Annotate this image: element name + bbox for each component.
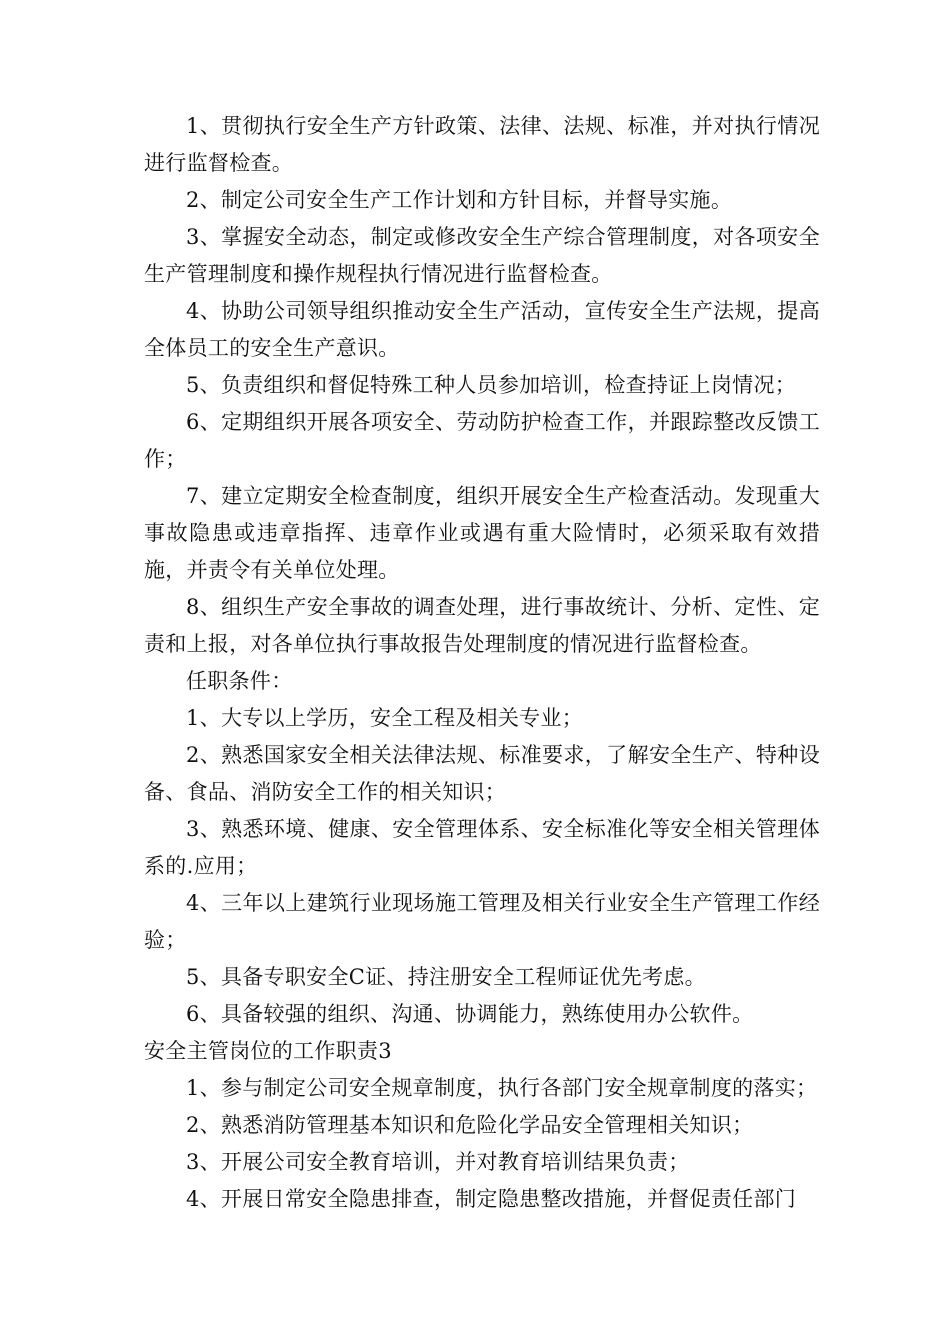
- paragraph-qualification-1: 1、大专以上学历，安全工程及相关专业；: [186, 706, 584, 730]
- paragraph-duty-5: 5、负责组织和督促特殊工种人员参加培训，检查持证上岗情况；: [186, 373, 797, 397]
- section-heading: 安全主管岗位的工作职责3: [144, 1039, 392, 1063]
- paragraph-section3-2: 2、熟悉消防管理基本知识和危险化学品安全管理相关知识；: [186, 1113, 754, 1137]
- paragraph-duty-8: 8、组织生产安全事故的调查处理，进行事故统计、分析、定性、定责和上报，对各单位执行事故报告处理制度的情况进行监督检查。: [144, 595, 820, 656]
- paragraph-qualification-2: 2、熟悉国家安全相关法律法规、标准要求，了解安全生产、特种设备、食品、消防安全工作的相关知识；: [144, 743, 820, 804]
- paragraph-section3-1: 1、参与制定公司安全规章制度，执行各部门安全规章制度的落实；: [186, 1076, 818, 1100]
- paragraph-duty-1: 1、贯彻执行安全生产方针政策、法律、法规、标准，并对执行情况进行监督检查。: [144, 114, 820, 175]
- paragraph-duty-2: 2、制定公司安全生产工作计划和方针目标，并督导实施。: [186, 188, 733, 212]
- qualifications-heading: 任职条件：: [186, 669, 293, 693]
- paragraph-duty-4: 4、协助公司领导组织推动安全生产活动，宣传安全生产法规，提高全体员工的安全生产意识。: [144, 299, 820, 360]
- paragraph-qualification-4: 4、三年以上建筑行业现场施工管理及相关行业安全生产管理工作经验；: [144, 891, 820, 952]
- document-body: [144, 108, 820, 1218]
- paragraph-duty-6: 6、定期组织开展各项安全、劳动防护检查工作，并跟踪整改反馈工作；: [144, 410, 820, 471]
- paragraph-duty-7: 7、建立定期安全检查制度，组织开展安全生产检查活动。发现重大事故隐患或违章指挥、违章作业或遇有重大险情时，必须采取有效措施，并责令有关单位处理。: [144, 484, 820, 582]
- paragraph-section3-4: 4、开展日常安全隐患排查，制定隐患整改措施，并督促责任部门: [186, 1187, 797, 1211]
- paragraph-duty-3: 3、掌握安全动态，制定或修改安全生产综合管理制度，对各项安全生产管理制度和操作规程执行情况进行监督检查。: [144, 225, 820, 286]
- paragraph-qualification-3: 3、熟悉环境、健康、安全管理体系、安全标准化等安全相关管理体系的.应用；: [144, 817, 820, 878]
- paragraph-section3-3: 3、开展公司安全教育培训，并对教育培训结果负责；: [186, 1150, 690, 1174]
- paragraph-qualification-5: 5、具备专职安全C证、持注册安全工程师证优先考虑。: [186, 965, 706, 989]
- paragraph-qualification-6: 6、具备较强的组织、沟通、协调能力，熟练使用办公软件。: [186, 1002, 754, 1026]
